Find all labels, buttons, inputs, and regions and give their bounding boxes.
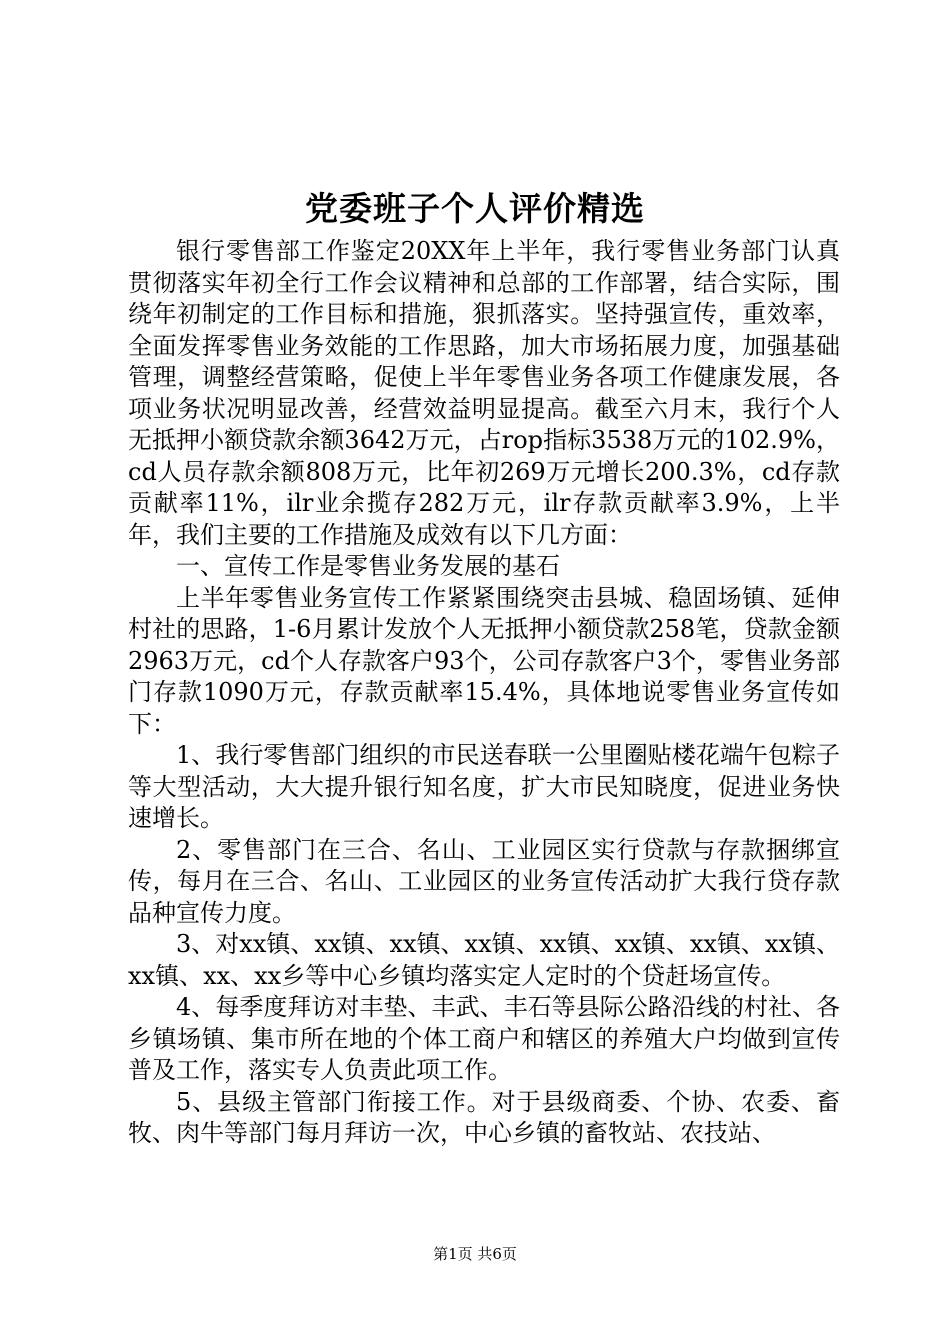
section-heading: 一、宣传工作是零售业务发展的基石	[176, 552, 560, 580]
paragraph-item-5: 5、县级主管部门衔接工作。对于县级商委、个协、农委、畜牧、肉牛等部门每月拜访一次，中心乡镇的畜牧站、农技站、	[128, 1087, 840, 1147]
paragraph-item-4: 4、每季度拜访对丰垫、丰武、丰石等县际公路沿线的村社、各乡镇场镇、集市所在地的个体工商户和辖区的养殖大户均做到宣传普及工作，落实专人负责此项工作。	[128, 993, 840, 1084]
paragraph-item-1: 1、我行零售部门组织的市民送春联一公里圈贴楼花端午包粽子等大型活动，大大提升银行知名度，扩大市民知晓度，促进业务快速增长。	[128, 741, 840, 832]
paragraph-item-3: 3、对xx镇、xx镇、xx镇、xx镇、xx镇、xx镇、xx镇、xx镇、xx镇、xx、xx乡等中心乡镇均落实定人定时的个贷赶场宣传。	[128, 930, 840, 990]
document-title: 党委班子个人评价精选	[305, 189, 645, 228]
paragraph-intro: 银行零售部工作鉴定20XX年上半年，我行零售业务部门认真贯彻落实年初全行工作会议精神和总部的工作部署，结合实际，围绕年初制定的工作目标和措施，狠抓落实。坚持强宣传，重效率，全面发挥零售业务效能的工作思路，加大市场拓展力度，加强基础管理，调整经营策略，促使上半年零售业务各项工作健康发展，各项业务状况明显改善，经营效益明显提高。截至六月末，我行个人无抵押小额贷款余额3642万元，占rop指标3538万元的102.9%，cd人员存款余额808万元，比年初269万元增长200.3%，cd存款贡献率11%，ilr业余揽存282万元，ilr存款贡献率3.9%，上半年，我们主要的工作措施及成效有以下几方面：	[128, 237, 840, 549]
document-body	[128, 236, 840, 1150]
paragraph-item-2: 2、零售部门在三合、名山、工业园区实行贷款与存款捆绑宣传，每月在三合、名山、工业园区的业务宣传活动扩大我行贷存款品种宣传力度。	[128, 835, 840, 927]
page-footer: 第1页 共6页	[433, 1245, 517, 1263]
paragraph-section-summary: 上半年零售业务宣传工作紧紧围绕突击县城、稳固场镇、延伸村社的思路，1-6月累计发放个人无抵押小额贷款258笔，贷款金额2963万元，cd个人存款客户93个，公司存款客户3个，零售业务部门存款1090万元，存款贡献率15.4%，具体地说零售业务宣传如下：	[128, 583, 840, 738]
